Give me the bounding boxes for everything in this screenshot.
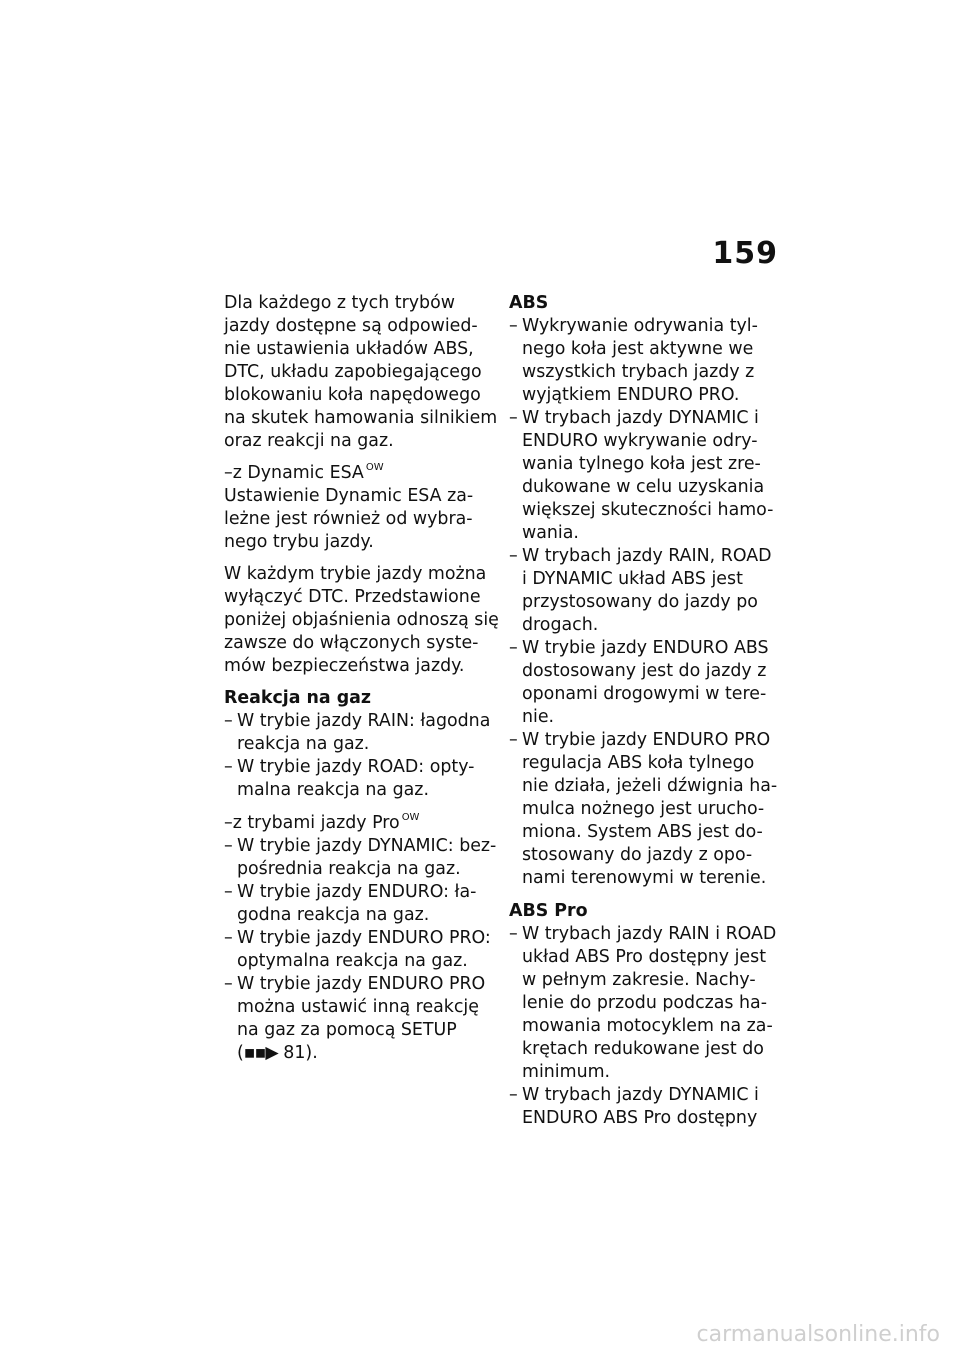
text-line: W trybach jazdy DYNAMIC i (522, 408, 759, 428)
dash: – (224, 757, 233, 777)
list-item (224, 835, 497, 881)
pro-condition (224, 812, 492, 835)
section-heading-gas: Reakcja na gaz (224, 688, 372, 708)
text-line: wszystkich trybach jazdy z (522, 362, 755, 382)
text-line: W trybie jazdy ROAD: opty- (237, 757, 475, 777)
dash: – (224, 711, 233, 731)
text-line: ENDURO wykrywanie odry- (522, 431, 758, 451)
text-line: W każdym trybie jazdy można (224, 564, 487, 584)
esa-paragraph (224, 485, 492, 554)
text-line: można ustawić inną reakcję (237, 997, 479, 1017)
right-column (509, 292, 777, 1130)
watermark: carmanualsonline.info (696, 1322, 940, 1347)
text-line: drogach. (522, 615, 599, 635)
list-item (509, 545, 777, 637)
text-line: malna reakcja na gaz. (237, 780, 429, 800)
section-heading-abs-pro: ABS Pro (509, 901, 588, 921)
dash: – (509, 924, 518, 944)
list-item (224, 881, 492, 927)
text-line: lenie do przodu podczas ha- (522, 993, 767, 1013)
text-line: Wykrywanie odrywania tyl- (522, 316, 758, 336)
text-line: godna reakcja na gaz. (237, 905, 430, 925)
text-line: ENDURO ABS Pro dostępny (522, 1108, 758, 1128)
text-line: W trybie jazdy DYNAMIC: bez- (237, 836, 497, 856)
dash: – (509, 316, 518, 336)
text-line: W trybach jazdy DYNAMIC i (522, 1085, 759, 1105)
text-line: oponami drogowymi w tere- (522, 684, 767, 704)
esa-label: z Dynamic ESA (232, 463, 364, 483)
option-marker: OW (401, 812, 420, 823)
text-line: mulca nożnego jest urucho- (522, 799, 765, 819)
text-line: na skutek hamowania silnikiem (224, 408, 498, 428)
page-reference[interactable] (237, 1042, 492, 1065)
option-marker: OW (365, 462, 384, 473)
text-line: wania. (522, 523, 579, 543)
dash: – (224, 836, 233, 856)
text-line: blokowaniu koła napędowego (224, 385, 481, 405)
text-line: reakcja na gaz. (237, 734, 370, 754)
text-line: W trybie jazdy ENDURO PRO: (237, 928, 491, 948)
page-number: 159 (712, 236, 778, 271)
text-line: krętach redukowane jest do (522, 1039, 764, 1059)
text-line: Dla każdego z tych trybów (224, 293, 455, 313)
text-line: oraz reakcji na gaz. (224, 431, 394, 451)
text-line: nami terenowymi w terenie. (522, 868, 767, 888)
dash: – (509, 638, 518, 658)
text-line: nie ustawienia układów ABS, (224, 339, 474, 359)
text-line: nie. (522, 707, 555, 727)
text-line: przystosowany do jazdy po (522, 592, 758, 612)
text-line: W trybie jazdy RAIN: łagodna (237, 711, 491, 731)
text-line: optymalna reakcja na gaz. (237, 951, 468, 971)
text-line: W trybach jazdy RAIN, ROAD (522, 546, 772, 566)
dtc-paragraph (224, 563, 499, 678)
dash: – (224, 882, 233, 902)
text-line: i DYNAMIC układ ABS jest (522, 569, 743, 589)
text-line: W trybie jazdy ENDURO: ła- (237, 882, 477, 902)
ref-open: ( (237, 1043, 244, 1063)
list-item (509, 1084, 777, 1130)
dash: – (509, 408, 518, 428)
text-line: wyłączyć DTC. Przedstawione (224, 587, 481, 607)
arrow-right-icon: ▪▪▶ (243, 1043, 278, 1063)
dash: – (509, 1085, 518, 1105)
list-item (509, 407, 777, 545)
dash: – (224, 974, 233, 994)
text-line: W trybie jazdy ENDURO PRO (237, 974, 486, 994)
text-line: regulacja ABS koła tylnego (522, 753, 755, 773)
dash: – (509, 730, 518, 750)
ref-page: 81). (277, 1043, 318, 1063)
text-line: leżne jest również od wybra- (224, 509, 473, 529)
dash: – (224, 928, 233, 948)
text-line: na gaz za pomocą SETUP (237, 1020, 457, 1040)
text-line: nie działa, jeżeli dźwignia ha- (522, 776, 778, 796)
intro-paragraph (224, 292, 498, 453)
list-item (224, 710, 492, 756)
text-line: mowania motocyklem na za- (522, 1016, 773, 1036)
text-line: minimum. (522, 1062, 611, 1082)
text-line: układ ABS Pro dostępny jest (522, 947, 767, 967)
list-item (509, 729, 777, 890)
text-line: W trybach jazdy RAIN i ROAD (522, 924, 777, 944)
text-line: jazdy dostępne są odpowied- (224, 316, 478, 336)
list-item (224, 756, 492, 802)
text-line: nego trybu jazdy. (224, 532, 374, 552)
text-line: większej skuteczności hamo- (522, 500, 774, 520)
text-line: DTC, układu zapobiegającego (224, 362, 482, 382)
text-line: wyjątkiem ENDURO PRO. (522, 385, 740, 405)
list-item (224, 973, 492, 1065)
text-line: Ustawienie Dynamic ESA za- (224, 486, 474, 506)
text-line: mów bezpieczeństwa jazdy. (224, 656, 465, 676)
text-line: stosowany do jazdy z opo- (522, 845, 753, 865)
dash: – (509, 546, 518, 566)
pro-label: z trybami jazdy Pro (232, 813, 400, 833)
list-item (509, 315, 777, 407)
list-item (224, 927, 492, 973)
text-line: zawsze do włączonych syste- (224, 633, 479, 653)
text-line: dukowane w celu uzyskania (522, 477, 765, 497)
section-heading-abs: ABS (509, 293, 549, 313)
list-item (509, 637, 777, 729)
text-line: dostosowany jest do jazdy z (522, 661, 767, 681)
text-line: miona. System ABS jest do- (522, 822, 763, 842)
text-line: wania tylnego koła jest zre- (522, 454, 761, 474)
esa-condition (224, 462, 492, 485)
text-line: poniżej objaśnienia odnoszą się (224, 610, 499, 630)
text-line: W trybie jazdy ENDURO ABS (522, 638, 769, 658)
dash: – (224, 813, 233, 833)
text-line: W trybie jazdy ENDURO PRO (522, 730, 771, 750)
text-line: w pełnym zakresie. Nachy- (522, 970, 756, 990)
list-item (509, 923, 777, 1084)
text-line: pośrednia reakcja na gaz. (237, 859, 461, 879)
left-column (224, 292, 499, 1065)
text-line: nego koła jest aktywne we (522, 339, 754, 359)
dash: – (224, 463, 233, 483)
